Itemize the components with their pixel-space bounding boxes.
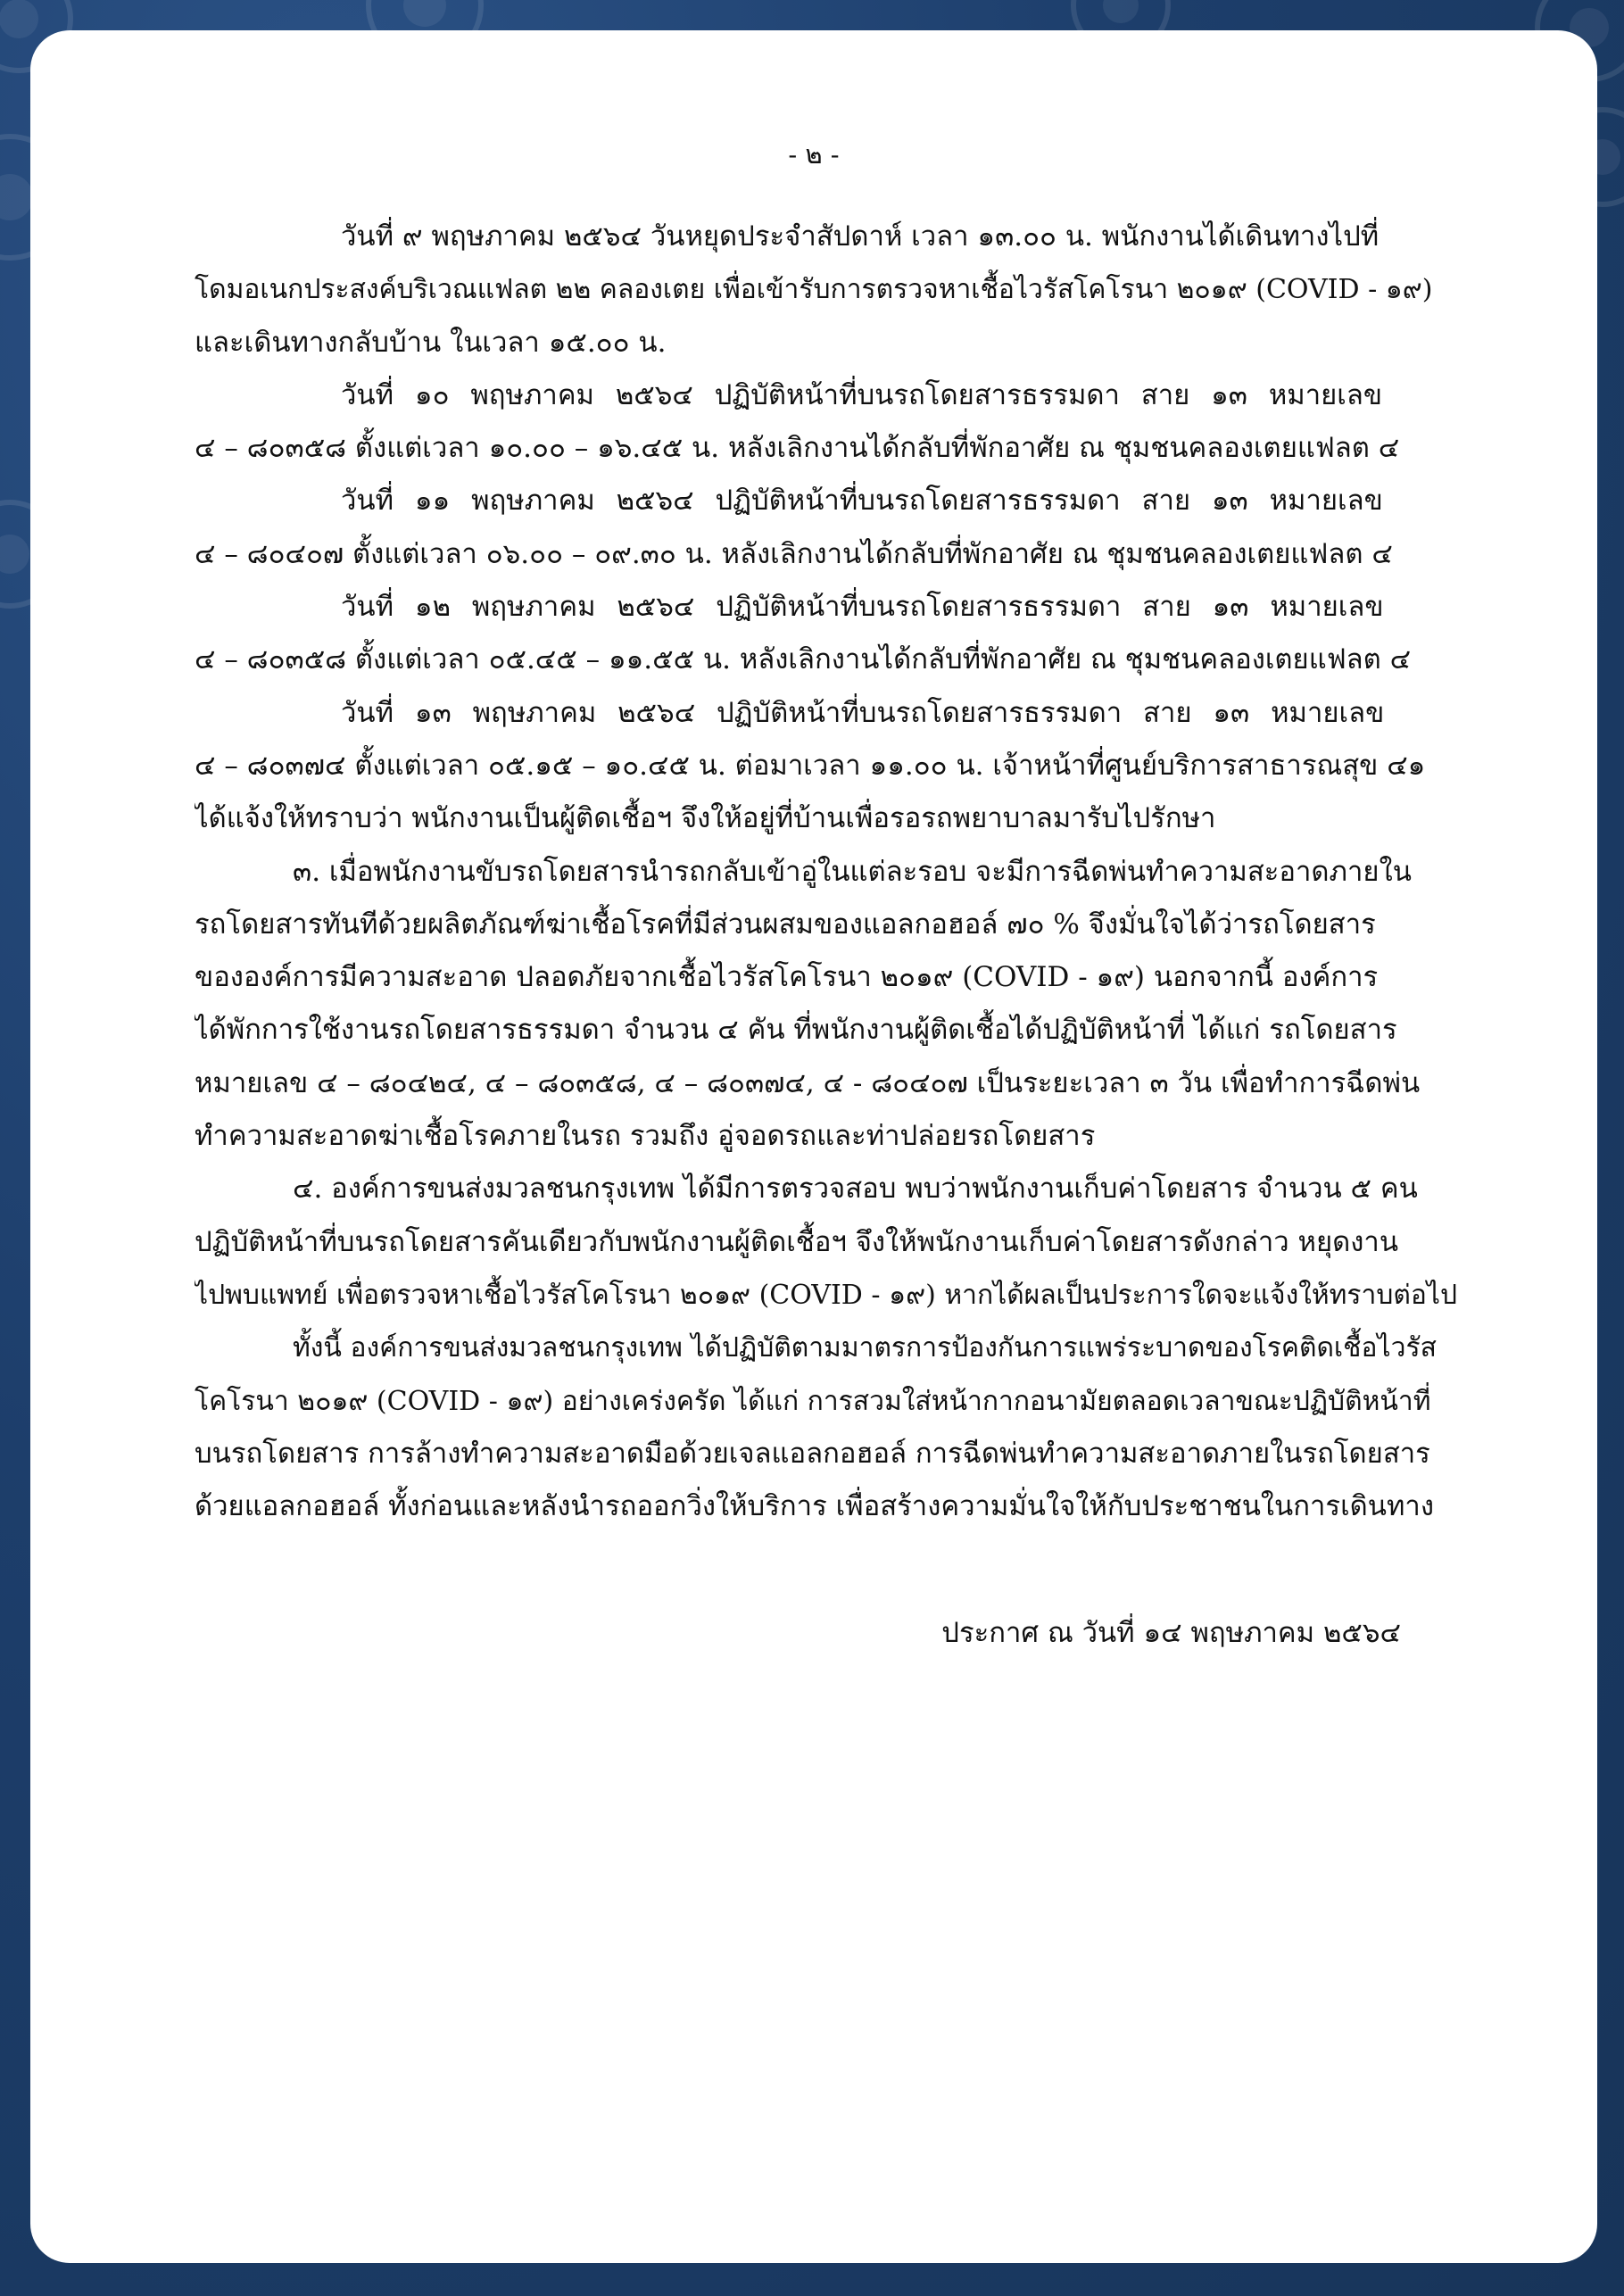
text-line: วันที่ ๑๓ พฤษภาคม ๒๕๖๔ ปฏิบัติหน้าที่บนรถโดยสารธรรมดา สาย ๑๓ หมายเลข bbox=[341, 696, 1385, 729]
text-line: วันที่ ๑๒ พฤษภาคม ๒๕๖๔ ปฏิบัติหน้าที่บนรถโดยสารธรรมดา สาย ๑๓ หมายเลข bbox=[341, 591, 1384, 624]
text-line: โคโรนา ๒๐๑๙ (COVID - ๑๙) อย่างเคร่งครัด ได้แก่ การสวมใส่หน้ากากอนามัยตลอดเวลาขณะปฏิบัติหน้าที่ bbox=[195, 1385, 1431, 1417]
text-line: ๔ – ๘๐๓๕๘ ตั้งแต่เวลา ๑๐.๐๐ – ๑๖.๔๕ น. หลังเลิกงานได้กลับที่พักอาศัย ณ ชุมชนคลองเตยแฟลต ๔ bbox=[195, 432, 1400, 465]
text-line: ปฏิบัติหน้าที่บนรถโดยสารคันเดียวกับพนักงานผู้ติดเชื้อฯ จึงให้พนักงานเก็บค่าโดยสารดังกล่าว หยุดงาน bbox=[195, 1225, 1399, 1258]
text-line: ทำความสะอาดฆ่าเชื้อโรคภายในรถ รวมถึง อู่จอดรถและท่าปล่อยรถโดยสาร bbox=[195, 1120, 1096, 1153]
text-line: ได้แจ้งให้ทราบว่า พนักงานเป็นผู้ติดเชื้อฯ จึงให้อยู่ที่บ้านเพื่อรอรถพยาบาลมารับไปรักษา bbox=[195, 802, 1216, 835]
text-line: รถโดยสารทันทีด้วยผลิตภัณฑ์ฆ่าเชื้อโรคที่มีส่วนผสมของแอลกอฮอล์ ๗๐ % จึงมั่นใจได้ว่ารถโดยสาร bbox=[195, 908, 1376, 941]
text-line: วันที่ ๑๐ พฤษภาคม ๒๕๖๔ ปฏิบัติหน้าที่บนรถโดยสารธรรมดา สาย ๑๓ หมายเลข bbox=[341, 378, 1383, 411]
text-line: ได้พักการใช้งานรถโดยสารธรรมดา จำนวน ๔ คัน ที่พนักงานผู้ติดเชื้อได้ปฏิบัติหน้าที่ ได้แก่ รถโดยสาร bbox=[195, 1014, 1397, 1047]
text-line: และเดินทางกลับบ้าน ในเวลา ๑๕.๐๐ น. bbox=[195, 326, 667, 359]
text-line: ขององค์การมีความสะอาด ปลอดภัยจากเชื้อไวรัสโคโรนา ๒๐๑๙ (COVID - ๑๙) นอกจากนี้ องค์การ bbox=[195, 961, 1379, 994]
text-line: ไปพบแพทย์ เพื่อตรวจหาเชื้อไวรัสโคโรนา ๒๐๑๙ (COVID - ๑๙) หากได้ผลเป็นประการใดจะแจ้งให้ทราบต่อไป bbox=[195, 1279, 1458, 1311]
text-line: วันที่ ๑๑ พฤษภาคม ๒๕๖๔ ปฏิบัติหน้าที่บนรถโดยสารธรรมดา สาย ๑๓ หมายเลข bbox=[341, 485, 1383, 518]
text-line: ๓. เมื่อพนักงานขับรถโดยสารนำรถกลับเข้าอู่ในแต่ละรอบ จะมีการฉีดพ่นทำความสะอาดภายใน bbox=[293, 855, 1412, 888]
announcement-date: ประกาศ ณ วันที่ ๑๔ พฤษภาคม ๒๕๖๔ bbox=[941, 1617, 1401, 1649]
document-body bbox=[195, 211, 1458, 1533]
text-line: ทั้งนี้ องค์การขนส่งมวลชนกรุงเทพ ได้ปฏิบัติตามมาตรการป้องกันการแพร่ระบาดของโรคติดเชื้อไวรัส bbox=[293, 1332, 1437, 1364]
text-line: ๔ – ๘๐๔๐๗ ตั้งแต่เวลา ๐๖.๐๐ – ๐๙.๓๐ น. หลังเลิกงานได้กลับที่พักอาศัย ณ ชุมชนคลองเตยแฟลต ๔ bbox=[195, 537, 1393, 570]
text-line: ด้วยแอลกอฮอล์ ทั้งก่อนและหลังนำรถออกวิ่งให้บริการ เพื่อสร้างความมั่นใจให้กับประชาชนในการเดินทาง bbox=[195, 1490, 1434, 1523]
page-number: - ๒ - bbox=[788, 139, 840, 170]
text-line: ๔. องค์การขนส่งมวลชนกรุงเทพ ได้มีการตรวจสอบ พบว่าพนักงานเก็บค่าโดยสาร จำนวน ๕ คน bbox=[293, 1173, 1418, 1206]
text-line: หมายเลข ๔ – ๘๐๔๒๔, ๔ – ๘๐๓๕๘, ๔ – ๘๐๓๗๔, ๔ - ๘๐๔๐๗ เป็นระยะเวลา ๓ วัน เพื่อทำการฉีดพ่น bbox=[195, 1066, 1421, 1099]
text-line: ๔ – ๘๐๓๗๔ ตั้งแต่เวลา ๐๕.๑๕ – ๑๐.๔๕ น. ต่อมาเวลา ๑๑.๐๐ น. เจ้าหน้าที่ศูนย์บริการสาธารณสุข ๔๑ bbox=[195, 749, 1426, 782]
text-line: ๔ – ๘๐๓๕๘ ตั้งแต่เวลา ๐๕.๔๕ – ๑๑.๕๕ น. หลังเลิกงานได้กลับที่พักอาศัย ณ ชุมชนคลองเตยแฟลต ๔ bbox=[195, 643, 1412, 676]
document-page bbox=[30, 30, 1597, 2263]
text-line: บนรถโดยสาร การล้างทำความสะอาดมือด้วยเจลแอลกอฮอล์ การฉีดพ่นทำความสะอาดภายในรถโดยสาร bbox=[195, 1437, 1430, 1470]
text-line: โดมอเนกประสงค์บริเวณแฟลต ๒๒ คลองเตย เพื่อเข้ารับการตรวจหาเชื้อไวรัสโคโรนา ๒๐๑๙ (COVID - ๑๙) bbox=[195, 274, 1433, 306]
text-line: วันที่ ๙ พฤษภาคม ๒๕๖๔ วันหยุดประจำสัปดาห์ เวลา ๑๓.๐๐ น. พนักงานได้เดินทางไปที่ bbox=[341, 220, 1380, 253]
